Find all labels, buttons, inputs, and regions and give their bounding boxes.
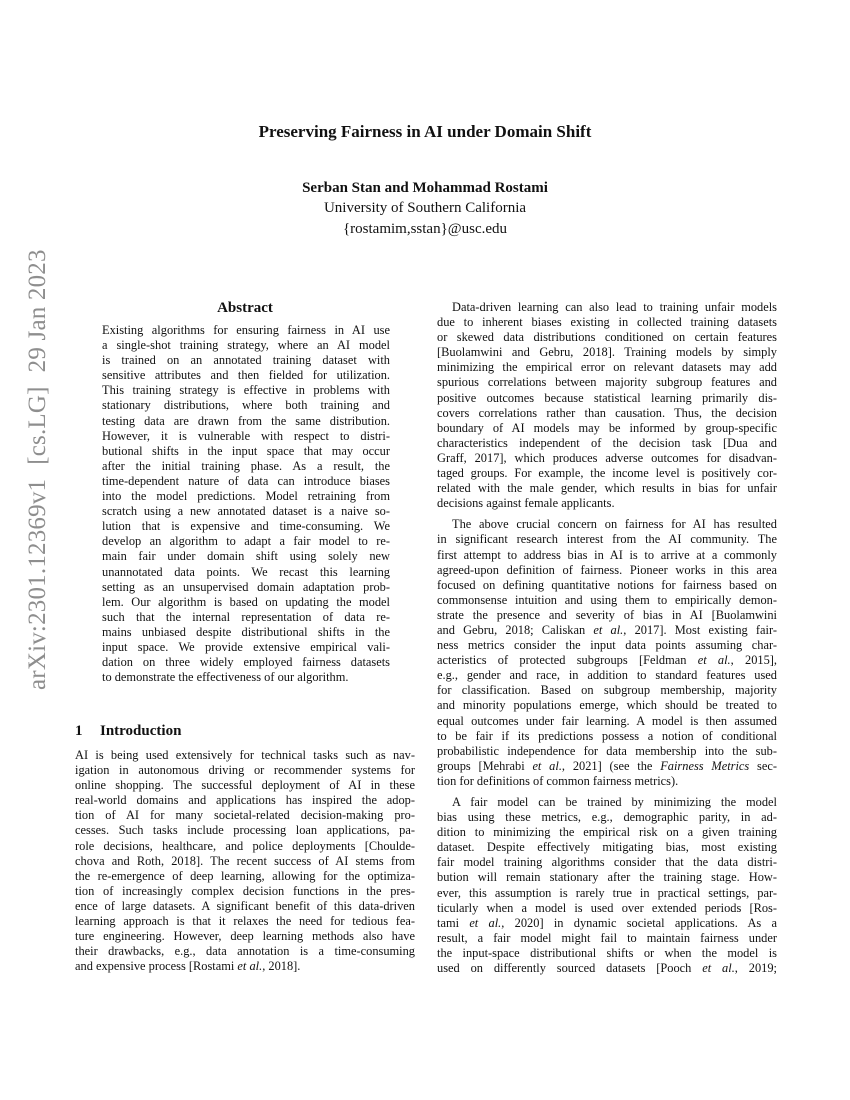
abstract-line: lem. Our algorithm is based on updating the model: [102, 594, 390, 609]
body-line: first attempt to address bias in AI is to arrive at a commonly: [437, 547, 777, 562]
intro-line: their drawbacks, e.g., data annotation is a time-consuming: [75, 944, 415, 959]
body-line: equal outcomes under fair learning. A model is then assumed: [437, 713, 777, 728]
citation-text: used on differently sourced datasets [Pooch: [437, 961, 703, 976]
intro-line: online shopping. The successful deployment of AI in these: [75, 778, 415, 793]
body-line: [437, 653, 777, 668]
citation-text: , 2017]. Most existing fair-: [623, 622, 777, 637]
citation-text: , 2020] in dynamic societal applications. As a: [501, 915, 777, 930]
intro-line: tion of increasingly complex decision functions in the pres-: [75, 883, 415, 898]
intro-line: igation in autonomous driving or recommender systems for: [75, 763, 415, 778]
intro-line: ture engineering. However, deep learning methods also have: [75, 929, 415, 944]
body-line: ness metrics consider the input data points assuming char-: [437, 638, 777, 653]
et-al: et al.: [593, 622, 624, 637]
arxiv-stamp: [18, 249, 58, 690]
paragraph: [437, 795, 777, 976]
citation-text: , 2015],: [730, 653, 778, 668]
body-line: [437, 916, 777, 931]
citation-text: groups [Mehrabi: [437, 758, 533, 773]
intro-line: real-world domains and applications has inspired the adop-: [75, 793, 415, 808]
arxiv-id: arXiv:2301.12369v1: [24, 478, 51, 690]
abstract-line: after the initial training phase. As a result, the: [102, 458, 390, 473]
citation-text: and Gebru, 2018; Caliskan: [437, 622, 594, 637]
citation-text: and expensive process [Rostami: [75, 959, 238, 974]
abstract-heading: Abstract: [217, 300, 273, 316]
citation-text: , 2018].: [262, 959, 301, 974]
et-al: et al.: [237, 959, 263, 974]
body-line: e.g., gender and race, in addition to standard features used: [437, 668, 777, 683]
body-line: ticularly when a model is used over extended periods [Ros-: [437, 900, 777, 915]
body-line: A fair model can be trained by minimizing the model: [452, 795, 777, 809]
arxiv-date: 29 Jan 2023: [24, 249, 51, 373]
body-line: fair model training algorithms consider that the data distri-: [437, 855, 777, 870]
body-line: Data-driven learning can also lead to training unfair models: [452, 300, 777, 314]
body-line: related with the male gender, which results in bias for unfair: [437, 481, 777, 496]
citation-text: sec-: [749, 758, 777, 773]
abstract-line: testing data are drawn from the same distribution.: [102, 413, 390, 428]
paragraph: [437, 517, 777, 789]
abstract-line: time-dependent nature of data can introduce biases: [102, 473, 390, 488]
body-line: or skewed data distributions conditioned on certain features: [437, 330, 777, 345]
abstract-line: butional shifts in the input space that may occur: [102, 443, 390, 458]
paper-title: Preserving Fairness in AI under Domain Shift: [258, 122, 592, 141]
abstract-line: However, it is vulnerable with respect to distri-: [102, 428, 390, 443]
abstract-line: This training strategy is effective in problems with: [102, 383, 390, 398]
et-al: et al.: [532, 758, 562, 773]
body-line: result, a fair model might fail to maintain fairness under: [437, 930, 777, 945]
body-line: to be fair if its predictions possess a notion of conditional: [437, 728, 777, 743]
intro-line: chova and Roth, 2018]. The recent success of AI stems from: [75, 853, 415, 868]
intro-line: tion of AI for many societal-related decision-making pro-: [75, 808, 415, 823]
body-line: tion for definitions of common fairness metrics).: [437, 773, 679, 788]
arxiv-stamp-text: [18, 249, 58, 690]
section-reference: Fairness Metrics: [660, 758, 750, 773]
body-line: strate the presence and severity of bias in AI [Buolamwini: [437, 607, 777, 622]
et-al: et al.: [697, 653, 731, 668]
intro-line: ence of large datasets. A significant benefit of this data-driven: [75, 898, 415, 913]
abstract-line: mains unbiased despite distributional shifts in the: [102, 624, 390, 639]
body-line: dataset. Despite effectively mitigating bias, most existing: [437, 840, 777, 855]
abstract-line: a single-shot training strategy, where an AI model: [102, 338, 390, 353]
paper-affiliation: University of Southern California: [323, 200, 527, 216]
arxiv-category: [cs.LG]: [24, 386, 51, 465]
body-line: dition to minimizing the empirical risk on a given training: [437, 825, 777, 840]
body-line: [Buolamwini and Gebru, 2018]. Training models by simply: [437, 345, 777, 360]
abstract-line: setting as an unsupervised domain adaptation prob-: [102, 579, 390, 594]
citation-text: , 2021] (see the: [561, 758, 661, 773]
body-line: the input-space distributional shifts or when the model is: [437, 945, 777, 960]
abstract-line: into the model predictions. Model retraining from: [102, 489, 390, 504]
citation-text: acteristics of protected subgroups [Feldman: [437, 653, 698, 668]
body-line: in significant research interest from the AI community. The: [437, 532, 777, 547]
abstract-line: is trained on an annotated training dataset with: [102, 353, 390, 368]
body-line: taged groups. For example, the income level is positively cor-: [437, 466, 777, 481]
body-line: covers correlations rather than causation. Thus, the decision: [437, 405, 777, 420]
et-al: et al.: [702, 961, 735, 976]
section-heading-introduction: [75, 722, 181, 740]
body-line: Graff, 2017], which produces adverse outcomes for disadvan-: [437, 450, 777, 465]
intro-line: cesses. Such tasks include processing loan applications, pa-: [75, 823, 415, 838]
body-line: and minority populations emerge, which should be treated to: [437, 698, 777, 713]
paragraph: [437, 300, 777, 511]
body-line: [437, 759, 777, 774]
body-line: [437, 961, 777, 976]
abstract-line: stationary distributions, where both training and: [102, 398, 390, 413]
abstract-line: scratch using a new annotated dataset is a naive so-: [102, 504, 390, 519]
body-line: bution will remain stationary after the training stage. How-: [437, 870, 777, 885]
abstract-line: lution that is expensive and time-consuming. We: [102, 519, 390, 534]
intro-line: learning approach is that it relaxes the need for tedious fea-: [75, 914, 415, 929]
abstract-line: dation on three widely employed fairness datasets: [102, 655, 390, 670]
body-line: characteristics independent of the decision task [Dua and: [437, 435, 777, 450]
section-title: Introduction: [100, 723, 182, 739]
body-line: bias using these metrics, e.g., demographic parity, in ad-: [437, 810, 777, 825]
intro-line: [75, 959, 415, 974]
abstract-line: to demonstrate the effectiveness of our algorithm.: [102, 670, 349, 685]
body-line: focused on defining quantitative notions for fairness based on: [437, 577, 777, 592]
paper-authors: Serban Stan and Mohammad Rostami: [302, 180, 548, 196]
body-line: probabilistic independence for data membership into the sub-: [437, 743, 777, 758]
abstract-line: Existing algorithms for ensuring fairness in AI use: [102, 323, 390, 337]
body-line: due to inherent biases existing in collected training datasets: [437, 315, 777, 330]
abstract-line: unannotated data points. We recast this learning: [102, 564, 390, 579]
abstract-line: input space. We provide extensive empirical vali-: [102, 639, 390, 654]
et-al: et al.: [469, 915, 502, 930]
citation-text: tami: [437, 915, 470, 930]
body-line: for classification. Based on subgroup membership, majority: [437, 683, 777, 698]
body-line: boundary of AI models may be informed by group-specific: [437, 420, 777, 435]
section-number: 1: [75, 723, 83, 739]
body-line: The above crucial concern on fairness for AI has resulted: [452, 517, 777, 532]
body-line: agreed-upon definition of fairness. Pioneer works in this area: [437, 562, 777, 577]
abstract-line: sensitive attributes and then fielded for utilization.: [102, 368, 390, 383]
body-line: ever, this assumption is rarely true in practical settings, par-: [437, 885, 777, 900]
body-line: commonsense intuition and using them to empirically demon-: [437, 592, 777, 607]
body-line: spurious correlations between majority subgroup features and: [437, 375, 777, 390]
abstract-line: develop an algorithm to adapt a fair model to re-: [102, 534, 390, 549]
intro-line: the re-emergence of deep learning, allowing for the optimiza-: [75, 868, 415, 883]
body-line: [437, 623, 777, 638]
intro-line: AI is being used extensively for technical tasks such as nav-: [75, 748, 415, 762]
abstract-line: such that the internal representation of data re-: [102, 609, 390, 624]
citation-text: , 2019;: [734, 961, 777, 976]
body-line: positive outcomes because statistical learning primarily dis-: [437, 390, 777, 405]
right-column: [437, 300, 777, 976]
abstract-line: main fair under domain shift using solely new: [102, 549, 390, 564]
intro-line: role decisions, healthcare, and police deployments [Choulde-: [75, 838, 415, 853]
paper-email: {rostamim,sstan}@usc.edu: [342, 221, 508, 237]
abstract-body: [102, 323, 390, 685]
body-line: minimizing the empirical error on relevant datasets may add: [437, 360, 777, 375]
body-line: decisions against female applicants.: [437, 496, 615, 511]
introduction-body: [75, 748, 415, 974]
